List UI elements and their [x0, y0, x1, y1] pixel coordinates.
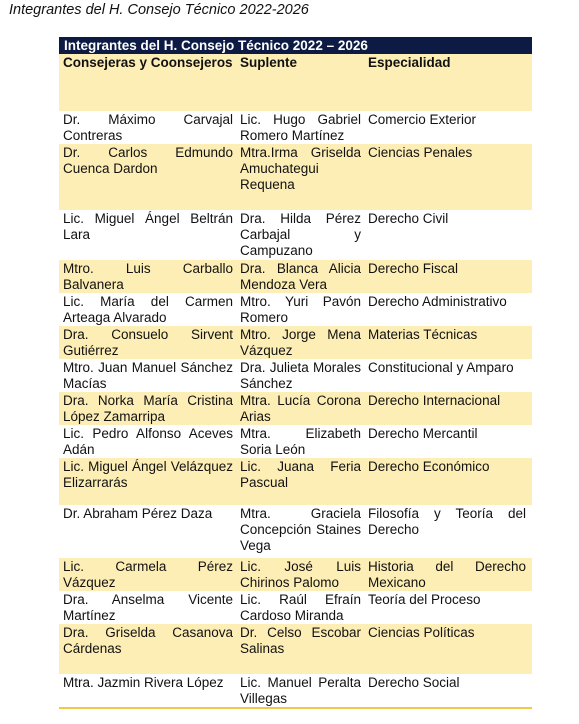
cell-especialidad: Historia del Derecho Mexicano — [368, 559, 526, 591]
table-bottom-border — [59, 707, 532, 709]
cell-suplente: Mtra. Elizabeth Soria León — [240, 426, 361, 458]
cell-suplente: Mtra. Graciela Concepción Staines Vega — [240, 506, 361, 554]
table-row — [59, 505, 532, 558]
table-row — [59, 359, 532, 392]
cell-consejero: Dr. Carlos Edmundo Cuenca Dardon — [63, 145, 233, 177]
cell-especialidad: Derecho Administrativo — [368, 294, 507, 309]
cell-consejero: Dra. Consuelo Sirvent Gutiérrez — [63, 327, 233, 359]
cell-suplente: Mtro. Jorge Mena Vázquez — [240, 327, 361, 359]
cell-especialidad: Derecho Fiscal — [368, 261, 459, 276]
table-row — [59, 111, 532, 144]
cell-consejero: Dra. Anselma Vicente Martínez — [63, 592, 233, 624]
table-row — [59, 425, 532, 458]
cell-consejero: Dr. Máximo Carvajal Contreras — [63, 112, 233, 144]
cell-especialidad: Ciencias Penales — [368, 145, 473, 160]
cell-suplente: Lic. Juana Feria Pascual — [240, 459, 361, 491]
cell-suplente: Dr. Celso Escobar Salinas — [240, 625, 361, 657]
table-row — [59, 326, 532, 359]
header-especialidad: Especialidad — [368, 55, 451, 70]
cell-consejero: Mtro. Juan Manuel Sánchez Macías — [63, 360, 233, 392]
cell-suplente: Mtra.Irma Griselda Amuchategui Requena — [240, 145, 361, 193]
cell-consejero: Mtra. Jazmin Rivera López — [63, 675, 224, 690]
table-title: Integrantes del H. Consejo Técnico 2022 – 2026 — [59, 37, 532, 54]
cell-consejero: Lic. Carmela Pérez Vázquez — [63, 559, 233, 591]
cell-especialidad: Filosofía y Teoría del Derecho — [368, 506, 526, 538]
table-row — [59, 674, 532, 707]
cell-especialidad: Derecho Económico — [368, 459, 490, 474]
cell-especialidad: Materias Técnicas — [368, 327, 478, 342]
cell-suplente: Dra. Julieta Morales Sánchez — [240, 360, 361, 392]
table-row — [59, 624, 532, 674]
cell-consejero: Lic. Miguel Ángel Beltrán Lara — [63, 211, 233, 243]
table-row — [59, 144, 532, 210]
header-consejeros: Consejeras y Coonsejeros — [63, 55, 233, 70]
council-members-table — [59, 37, 532, 709]
cell-consejero: Dra. Griselda Casanova Cárdenas — [63, 625, 233, 657]
cell-consejero: Dra. Norka María Cristina López Zamarripa — [63, 393, 233, 425]
table-row — [59, 558, 532, 591]
cell-consejero: Lic. Miguel Ángel Velázquez Elizarrarás — [63, 459, 233, 491]
cell-suplente: Lic. Hugo Gabriel Romero Martínez — [240, 112, 361, 144]
cell-consejero: Mtro. Luis Carballo Balvanera — [63, 261, 233, 293]
cell-suplente: Mtra. Lucía Corona Arias — [240, 393, 361, 425]
table-row — [59, 458, 532, 505]
cell-especialidad: Derecho Social — [368, 675, 460, 690]
cell-especialidad: Derecho Mercantil — [368, 426, 478, 441]
cell-suplente: Mtro. Yuri Pavón Romero — [240, 294, 361, 326]
cell-especialidad: Teoría del Proceso — [368, 592, 481, 607]
header-suplente: Suplente — [240, 55, 298, 70]
table-row — [59, 260, 532, 293]
cell-especialidad: Ciencias Políticas — [368, 625, 475, 640]
cell-suplente: Lic. Raúl Efraín Cardoso Miranda — [240, 592, 361, 624]
cell-especialidad: Comercio Exterior — [368, 112, 477, 127]
cell-consejero: Dr. Abraham Pérez Daza — [63, 506, 213, 521]
cell-especialidad: Derecho Civil — [368, 211, 449, 226]
cell-consejero: Lic. María del Carmen Arteaga Alvarado — [63, 294, 233, 326]
table-row — [59, 591, 532, 624]
cell-especialidad: Constitucional y Amparo — [368, 360, 514, 375]
cell-especialidad: Derecho Internacional — [368, 393, 501, 408]
cell-consejero: Lic. Pedro Alfonso Aceves Adán — [63, 426, 233, 458]
cell-suplente: Lic. José Luis Chirinos Palomo — [240, 559, 361, 591]
cell-suplente: Dra. Hilda Pérez Carbajal y Campuzano — [240, 211, 361, 259]
document-caption: Integrantes del H. Consejo Técnico 2022-2026 — [9, 2, 309, 18]
table-header-row — [59, 54, 532, 111]
table-row — [59, 210, 532, 260]
table-row — [59, 293, 532, 326]
cell-suplente: Dra. Blanca Alicia Mendoza Vera — [240, 261, 361, 293]
cell-suplente: Lic. Manuel Peralta Villegas — [240, 675, 361, 707]
table-row — [59, 392, 532, 425]
